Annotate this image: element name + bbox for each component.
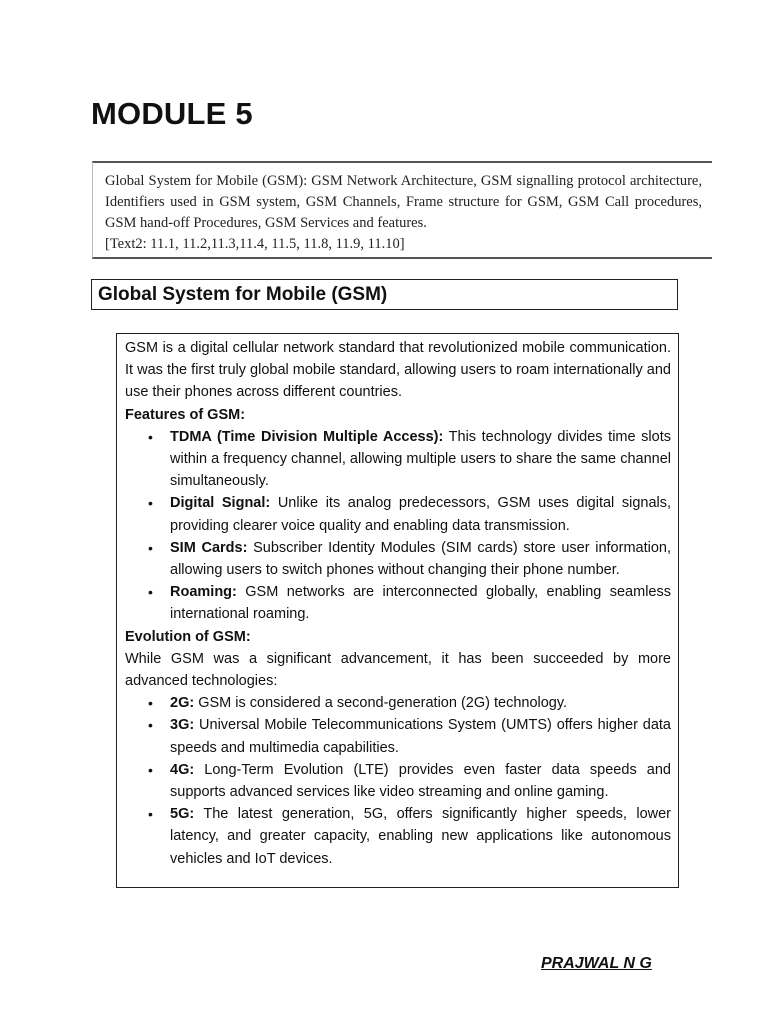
generation-term: 3G: bbox=[170, 717, 195, 734]
feature-term: Roaming: bbox=[170, 584, 237, 601]
list-item bbox=[170, 537, 671, 581]
feature-text: GSM networks are interconnected globally, enabling seamless international roaming. bbox=[170, 584, 671, 623]
evolution-intro: While GSM was a significant advancement, it has been succeeded by more advanced technologies: bbox=[125, 650, 671, 690]
feature-term: TDMA (Time Division Multiple Access): bbox=[170, 428, 444, 445]
section-heading: Global System for Mobile (GSM) bbox=[91, 279, 678, 310]
list-item bbox=[170, 803, 671, 870]
syllabus-reference: [Text2: 11.1, 11.2,11.3,11.4, 11.5, 11.8, 11.9, 11.10] bbox=[105, 236, 405, 252]
generation-term: 2G: bbox=[170, 695, 195, 712]
list-item bbox=[170, 759, 671, 803]
generation-text: GSM is considered a second-generation (2G) technology. bbox=[194, 695, 568, 712]
generation-term: 4G: bbox=[170, 761, 195, 778]
feature-text: Unlike its analog predecessors, GSM uses digital signals, providing clearer voice quality and enabling data transmission. bbox=[170, 495, 672, 534]
feature-text: This technology divides time slots within a frequency channel, allowing multiple users to share the same channel simultaneously. bbox=[170, 428, 671, 490]
list-item bbox=[170, 692, 671, 714]
generation-text: The latest generation, 5G, offers significantly higher speeds, lower latency, and greater capacity, enabling new applications like autonomous vehicles and IoT devices. bbox=[170, 806, 671, 867]
generation-text: Long-Term Evolution (LTE) provides even faster data speeds and supports advanced services like video streaming and online gaming. bbox=[170, 761, 671, 801]
feature-term: SIM Cards: bbox=[170, 539, 248, 556]
syllabus-text: Global System for Mobile (GSM): GSM Network Architecture, GSM signalling protocol architecture, Identifiers used in GSM system, GSM Channels, Frame structure for GSM, GSM Call procedures, GSM hand-off Procedures, GSM Services and features. bbox=[105, 173, 702, 231]
feature-text: Subscriber Identity Modules (SIM cards) store user information, allowing users to switch phones without changing their phone number. bbox=[170, 539, 671, 579]
feature-term: Digital Signal: bbox=[170, 495, 271, 512]
generation-text: Universal Mobile Telecommunications System (UMTS) offers higher data speeds and multimedia capabilities. bbox=[170, 717, 671, 756]
list-item bbox=[170, 714, 671, 758]
generation-term: 5G: bbox=[170, 806, 195, 823]
list-item bbox=[170, 492, 671, 536]
content-box bbox=[116, 333, 679, 888]
syllabus-box bbox=[92, 161, 712, 259]
features-heading: Features of GSM: bbox=[125, 406, 246, 423]
evolution-heading: Evolution of GSM: bbox=[125, 628, 251, 645]
module-title: MODULE 5 bbox=[91, 96, 253, 131]
intro-paragraph: GSM is a digital cellular network standard that revolutionized mobile communication. It was the first truly global mobile standard, allowing users to roam internationally and use their phones across different countries. bbox=[125, 340, 671, 401]
list-item bbox=[170, 581, 671, 625]
evolution-list bbox=[125, 692, 671, 870]
features-list bbox=[125, 426, 671, 626]
author-name: PRAJWAL N G bbox=[541, 955, 652, 972]
list-item bbox=[170, 426, 671, 493]
